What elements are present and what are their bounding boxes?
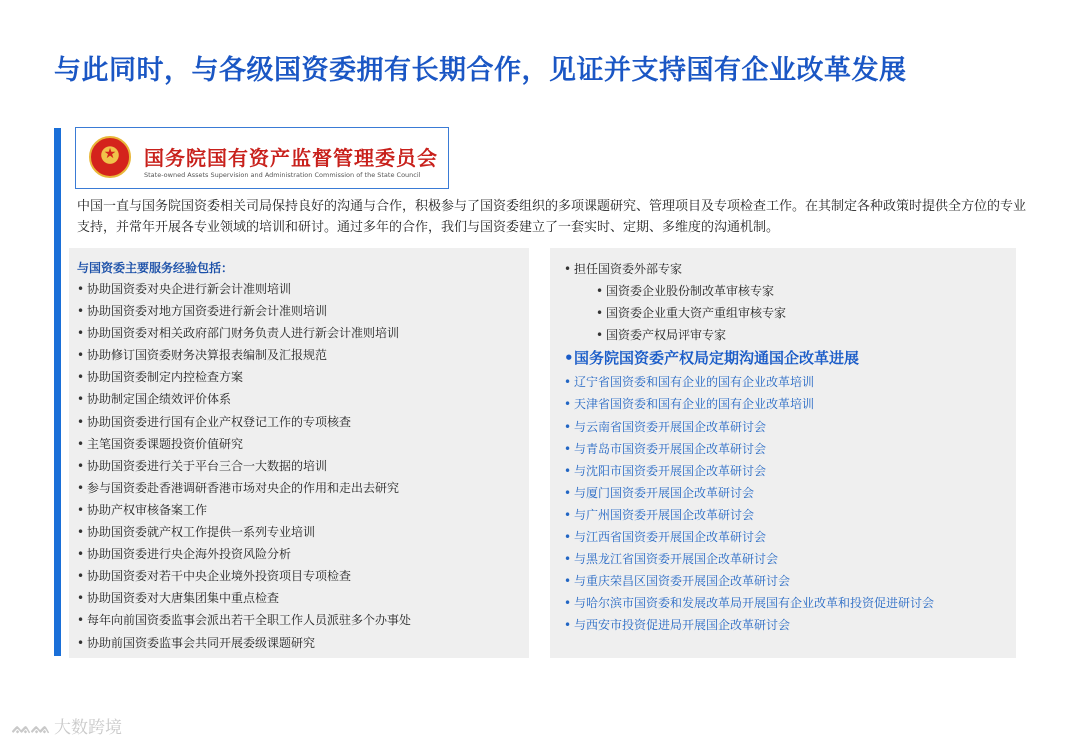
service-experience-heading: 与国资委主要服务经验包括： xyxy=(77,261,234,275)
expert-item: • 国资委企业股份制改革审核专家 xyxy=(564,280,1016,302)
list-item: • 辽宁省国资委和国有企业的国有企业改革培训 xyxy=(564,371,1016,393)
logo-org-name-en: State-owned Assets Supervision and Administration Commission of the State Council xyxy=(144,171,421,179)
expert-role-list xyxy=(564,280,1016,346)
list-item: • 与沈阳市国资委开展国企改革研讨会 xyxy=(564,460,1016,482)
expert-item: • 国资委产权局评审专家 xyxy=(564,324,1016,346)
list-item: • 协助国资委对央企进行新会计准则培训 xyxy=(77,278,529,300)
accent-bar xyxy=(54,128,61,656)
list-item: • 主笔国资委课题投资价值研究 xyxy=(77,433,529,455)
list-item: • 协助修订国资委财务决算报表编制及汇报规范 xyxy=(77,344,529,366)
cooperation-panel xyxy=(550,248,1016,658)
communication-heading: • 国务院国资委产权局定期沟通国企改革进展 xyxy=(564,346,1016,371)
list-item: • 与黑龙江省国资委开展国企改革研讨会 xyxy=(564,548,1016,570)
list-item: • 协助国资委对相关政府部门财务负责人进行新会计准则培训 xyxy=(77,322,529,344)
list-item: • 协助制定国企绩效评价体系 xyxy=(77,388,529,410)
service-experience-panel xyxy=(69,248,529,658)
logo-org-name: 国务院国有资产监督管理委员会 xyxy=(144,146,438,170)
list-item: • 与云南省国资委开展国企改革研讨会 xyxy=(564,416,1016,438)
list-item: • 与江西省国资委开展国企改革研讨会 xyxy=(564,526,1016,548)
list-item: • 协助国资委对若干中央企业境外投资项目专项检查 xyxy=(77,565,529,587)
list-item: • 与青岛市国资委开展国企改革研讨会 xyxy=(564,438,1016,460)
watermark-logo-icon: ᨐᨐ xyxy=(12,718,51,738)
list-item: • 与哈尔滨市国资委和发展改革局开展国有企业改革和投资促进研讨会 xyxy=(564,592,1016,614)
list-item: • 与厦门国资委开展国企改革研讨会 xyxy=(564,482,1016,504)
service-experience-list xyxy=(77,278,529,654)
intro-paragraph: 中国一直与国务院国资委相关司局保持良好的沟通与合作，积极参与了国资委组织的多项课题研究、管理项目及专项检查工作。在其制定各种政策时提供全方位的专业支持，并常年开展各专业领域的培训和研讨。通过多年的合作，我们与国资委建立了一套实时、定期、多维度的沟通机制。 xyxy=(77,199,1027,235)
expert-role-label: • 担任国资委外部专家 xyxy=(564,258,1016,280)
sasac-logo xyxy=(75,127,449,189)
list-item: • 参与国资委赴香港调研香港市场对央企的作用和走出去研究 xyxy=(77,477,529,499)
list-item: • 天津省国资委和国有企业的国有企业改革培训 xyxy=(564,393,1016,415)
watermark xyxy=(12,713,122,738)
list-item: • 协助国资委进行国有企业产权登记工作的专项核查 xyxy=(77,411,529,433)
expert-item: • 国资委企业重大资产重组审核专家 xyxy=(564,302,1016,324)
list-item: • 与广州国资委开展国企改革研讨会 xyxy=(564,504,1016,526)
list-item: • 与重庆荣昌区国资委开展国企改革研讨会 xyxy=(564,570,1016,592)
list-item: • 协助国资委进行央企海外投资风险分析 xyxy=(77,543,529,565)
page-title: 与此同时，与各级国资委拥有长期合作，见证并支持国有企业改革发展 xyxy=(54,55,907,86)
list-item: • 协助产权审核备案工作 xyxy=(77,499,529,521)
list-item: • 协助前国资委监事会共同开展委级课题研究 xyxy=(77,632,529,654)
list-item: • 协助国资委对地方国资委进行新会计准则培训 xyxy=(77,300,529,322)
watermark-text: 大数跨境 xyxy=(54,718,123,738)
list-item: • 协助国资委对大唐集团集中重点检查 xyxy=(77,587,529,609)
list-item: • 每年向前国资委监事会派出若干全职工作人员派驻多个办事处 xyxy=(77,609,529,631)
list-item: • 与西安市投资促进局开展国企改革研讨会 xyxy=(564,614,1016,636)
reform-seminar-list xyxy=(564,371,1016,636)
list-item: • 协助国资委就产权工作提供一系列专业培训 xyxy=(77,521,529,543)
national-emblem-icon: ★ xyxy=(89,136,131,178)
list-item: • 协助国资委进行关于平台三合一大数据的培训 xyxy=(77,455,529,477)
list-item: • 协助国资委制定内控检查方案 xyxy=(77,366,529,388)
